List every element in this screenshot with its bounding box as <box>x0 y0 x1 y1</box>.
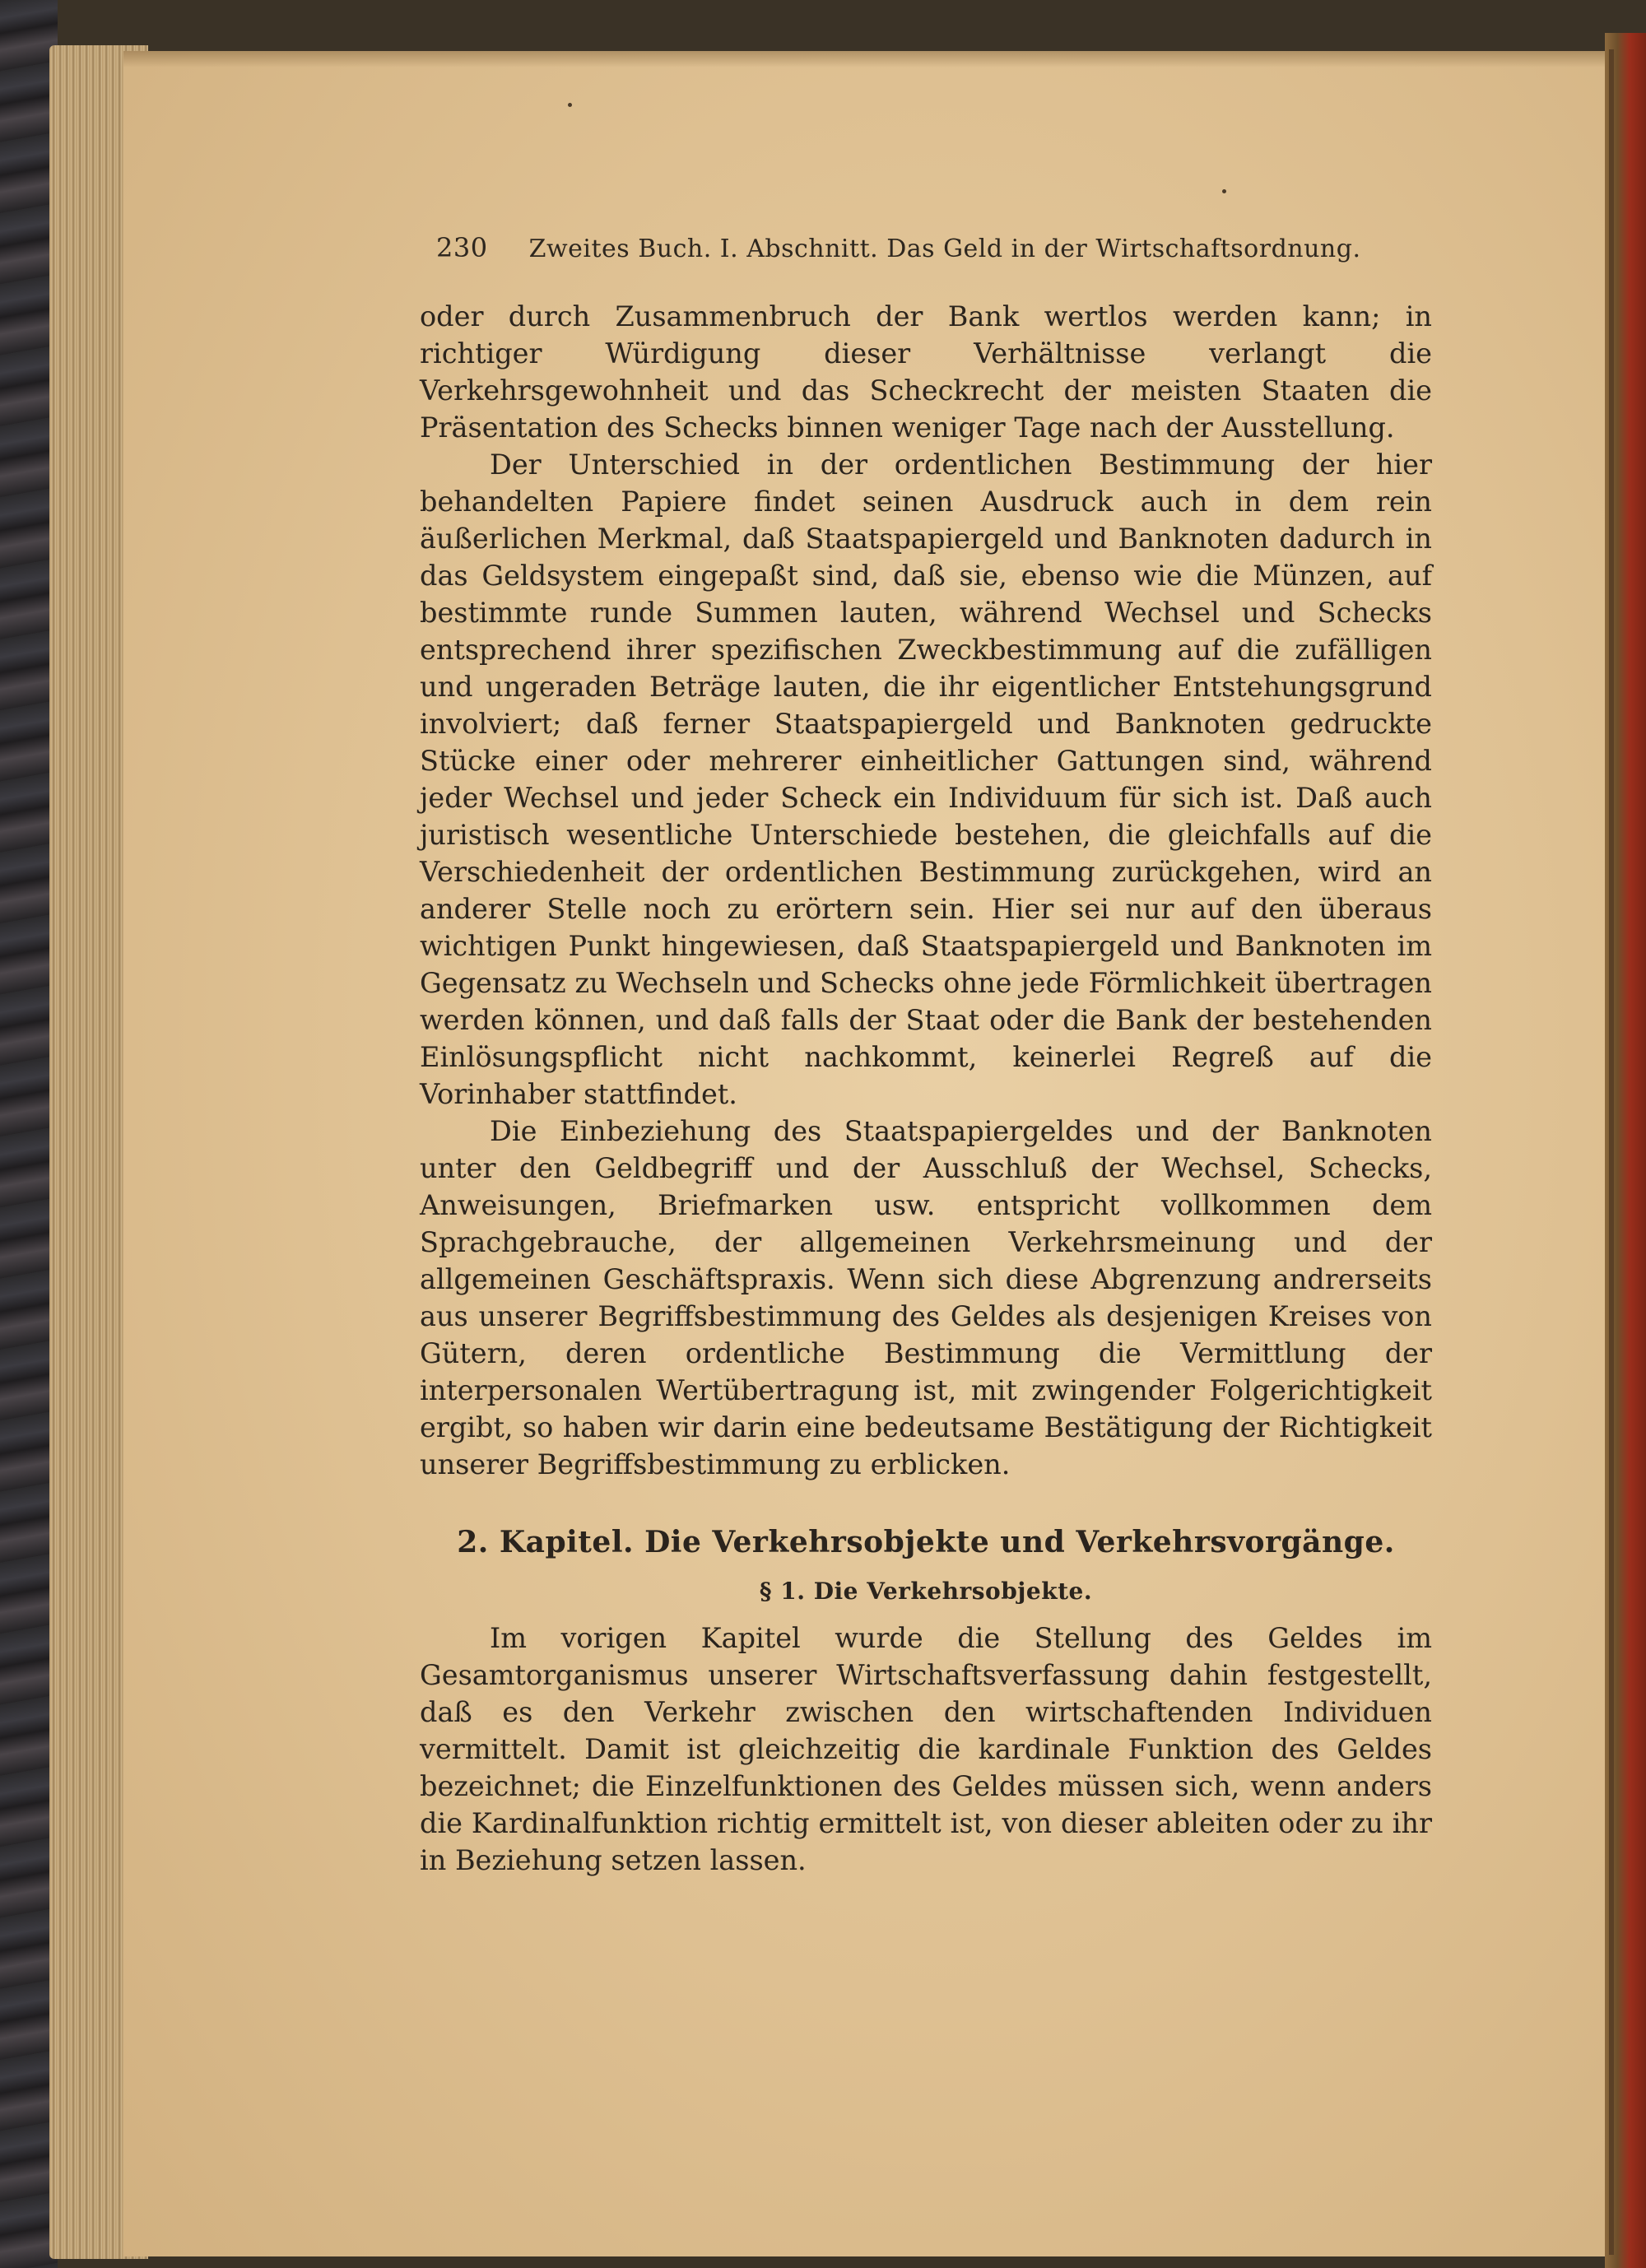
page-number: 230 <box>436 232 488 263</box>
chapter-heading: 2. Kapitel. Die Verkehrsobjekte und Verkehrsvorgänge. <box>457 1525 1395 1559</box>
gutter-fold-line <box>1609 49 1614 2255</box>
paragraph: Die Einbeziehung des Staatspapiergeldes und der Banknoten unter den Geldbegriff und der Ausschluß der Wechsel, Schecks, Anweisungen, Briefmarken usw. entspricht vollkommen dem Sprachgebrauche, der allgemeinen Verkehrsmeinung und der allgemeinen Geschäftspraxis. Wenn sich diese Abgrenzung andrerseits aus unserer Begriffsbestimmung des Geldes als desjenigen Kreises von Gütern, deren ordentliche Bestimmung die Vermittlung der interpersonalen Wertübertragung ist, mit zwingender Folgerichtigkeit ergibt, so haben wir darin eine bedeutsame Bestätigung der Richtigkeit unserer Begriffsbestimmung zu erblicken. <box>420 1115 1432 1480</box>
speck <box>568 103 572 107</box>
speck <box>1222 189 1226 193</box>
running-head-title: Zweites Buch. I. Abschnitt. Das Geld in der Wirtschaftsordnung. <box>528 235 1361 263</box>
paragraph: Der Unterschied in der ordentlichen Bestimmung der hier behandelten Papiere findet seinen Ausdruck auch in dem rein äußerlichen Merkmal, daß Staatspapiergeld und Banknoten dadurch in das Geldsystem eingepaßt sind, daß sie, ebenso wie die Münzen, auf bestimmte runde Summen lauten, während Wechsel und Schecks entsprechend ihrer spezifischen Zweckbestimmung auf die zufälligen und ungeraden Beträge lauten, die ihr eigentlicher Entstehungsgrund involviert; daß ferner Staatspapiergeld und Banknoten gedruckte Stücke einer oder mehrerer einheitlicher Gattungen sind, während jeder Wechsel und jeder Scheck ein Individuum für sich ist. Daß auch juristisch wesentliche Unterschiede bestehen, die gleichfalls auf die Verschiedenheit der ordentlichen Bestimmung zurückgehen, wird an anderer Stelle noch zu erörtern sein. Hier sei nur auf den überaus wichtigen Punkt hingewiesen, daß Staatspapiergeld und Banknoten im Gegensatz zu Wechseln und Schecks ohne jede Förmlichkeit übertragen werden können, und daß falls der Staat oder die Bank der bestehenden Einlösungspflicht nicht nachkommt, keinerlei Regreß auf die Vorinhaber stattfindet. <box>420 448 1432 1110</box>
page-top-shadow <box>123 51 1605 67</box>
paragraph: Im vorigen Kapitel wurde die Stellung des Geldes im Gesamtorganismus unserer Wirtschaftsverfassung dahin festgestellt, daß es den Verkehr zwischen den wirtschaftenden Individuen vermittelt. Damit ist gleichzeitig die kardinale Funktion des Geldes bezeichnet; die Einzelfunktionen des Geldes müssen sich, wenn anders die Kardinalfunktion richtig ermittelt ist, von dieser ableiten oder zu ihr in Beziehung setzen lassen. <box>420 1622 1432 1876</box>
paragraph: oder durch Zusammenbruch der Bank wertlos werden kann; in richtiger Würdigung dieser Verhältnisse verlangt die Verkehrsgewohnheit und das Scheckrecht der meisten Staaten die Präsentation des Schecks binnen weniger Tage nach der Ausstellung. <box>420 300 1432 444</box>
section-heading: § 1. Die Verkehrsobjekte. <box>759 1578 1093 1605</box>
body-text <box>420 298 1432 1879</box>
running-head <box>436 232 1361 263</box>
